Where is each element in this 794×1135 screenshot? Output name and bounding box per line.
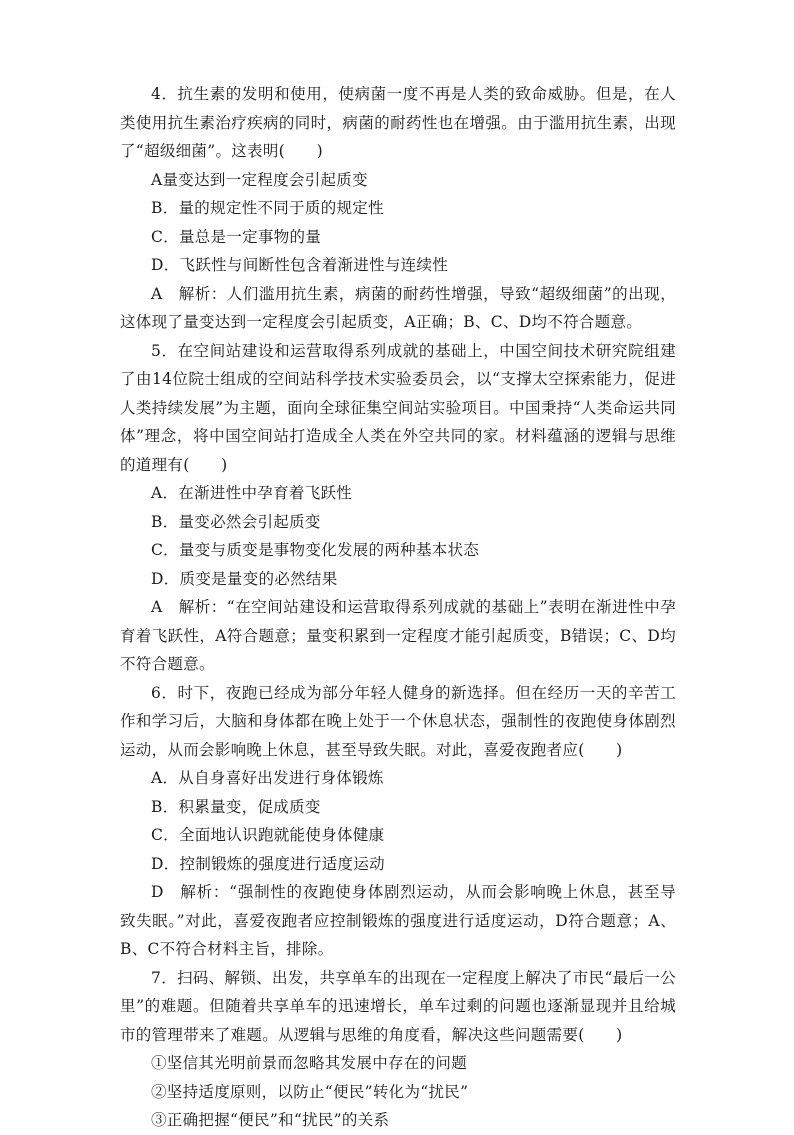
question-7-option-2: ②坚持适度原则，以防止“便民”转化为“扰民” [151,1082,469,1101]
question-6-stem: 6．时下，夜跑已经成为部分年轻人健身的新选择。但在经历一天的辛苦工作和学习后，大脑和身体都在晚上处于一个休息状态，强制性的夜跑使身体剧烈运动，从而会影响晚上休息，甚至导致失眠。对此，喜爱夜跑者应( ) [120,683,676,759]
question-7-option-3: ③正确把握“便民”和“扰民”的关系 [151,1111,390,1129]
question-5-analysis: A 解析：“在空间站建设和运营取得系列成就的基础上”表明在渐进性中孕育着飞跃性，A符合题意；量变积累到一定程度才能引起质变，B错误；C、D均不符合题意。 [120,598,676,673]
question-6-option-a: A．从自身喜好出发进行身体锻炼 [151,769,384,787]
question-5-option-a: A．在渐进性中孕育着飞跃性 [151,484,353,502]
question-6-analysis: D 解析：“强制性的夜跑使身体剧烈运动，从而会影响晚上休息，甚至导致失眠。”对此，喜爱夜跑者应控制锻炼的强度进行适度运动，D符合题意；A、B、C不符合材料主旨，排除。 [120,883,676,958]
question-4-stem: 4．抗生素的发明和使用，使病菌一度不再是人类的致命威胁。但是，在人类使用抗生素治疗疾病的同时，病菌的耐药性也在增强。由于滥用抗生素，出现了“超级细菌”。这表明( ) [120,85,676,160]
question-5-option-d: D．质变是量变的必然结果 [151,569,338,588]
question-4-option-d: D．飞跃性与间断性包含着渐进性与连续性 [151,256,449,274]
question-7-option-1: ①坚信其光明前景而忽略其发展中存在的问题 [151,1054,468,1072]
question-6-option-b: B．积累量变，促成质变 [151,797,321,816]
question-5-option-b: B．量变必然会引起质变 [151,512,321,531]
question-6-option-d: D．控制锻炼的强度进行适度运动 [151,854,385,873]
question-5-option-c: C．量变与质变是事物变化发展的两种基本状态 [151,541,480,559]
question-4-analysis: A 解析：人们滥用抗生素，病菌的耐药性增强，导致“超级细菌”的出现，这体现了量变达到一定程度会引起质变，A正确；B、C、D均不符合题意。 [120,284,676,331]
question-4-option-a: A量变达到一定程度会引起质变 [151,170,368,189]
question-4-option-c: C．量总是一定事物的量 [151,227,322,246]
question-4-option-b: B．量的规定性不同于质的规定性 [151,199,384,217]
document-content [120,80,676,1135]
question-7-stem: 7．扫码、解锁、出发，共享单车的出现在一定程度上解决了市民“最后一公里”的难题。但随着共享单车的迅速增长，单车过剩的问题也逐渐显现并且给城市的管理带来了难题。从逻辑与思维的角度看，解决这些问题需要( ) [120,968,676,1044]
question-6-option-c: C．全面地认识跑就能使身体健康 [151,826,385,844]
question-5-stem: 5．在空间站建设和运营取得系列成就的基础上，中国空间技术研究院组建了由14位院士组成的空间站科学技术实验委员会，以“支撑太空探索能力，促进人类持续发展”为主题，面向全球征集空间站实验项目。中国秉持“人类命运共同体”理念，将中国空间站打造成全人类在外空共同的家。材料蕴涵的逻辑与思维的道理有( ) [120,341,676,474]
